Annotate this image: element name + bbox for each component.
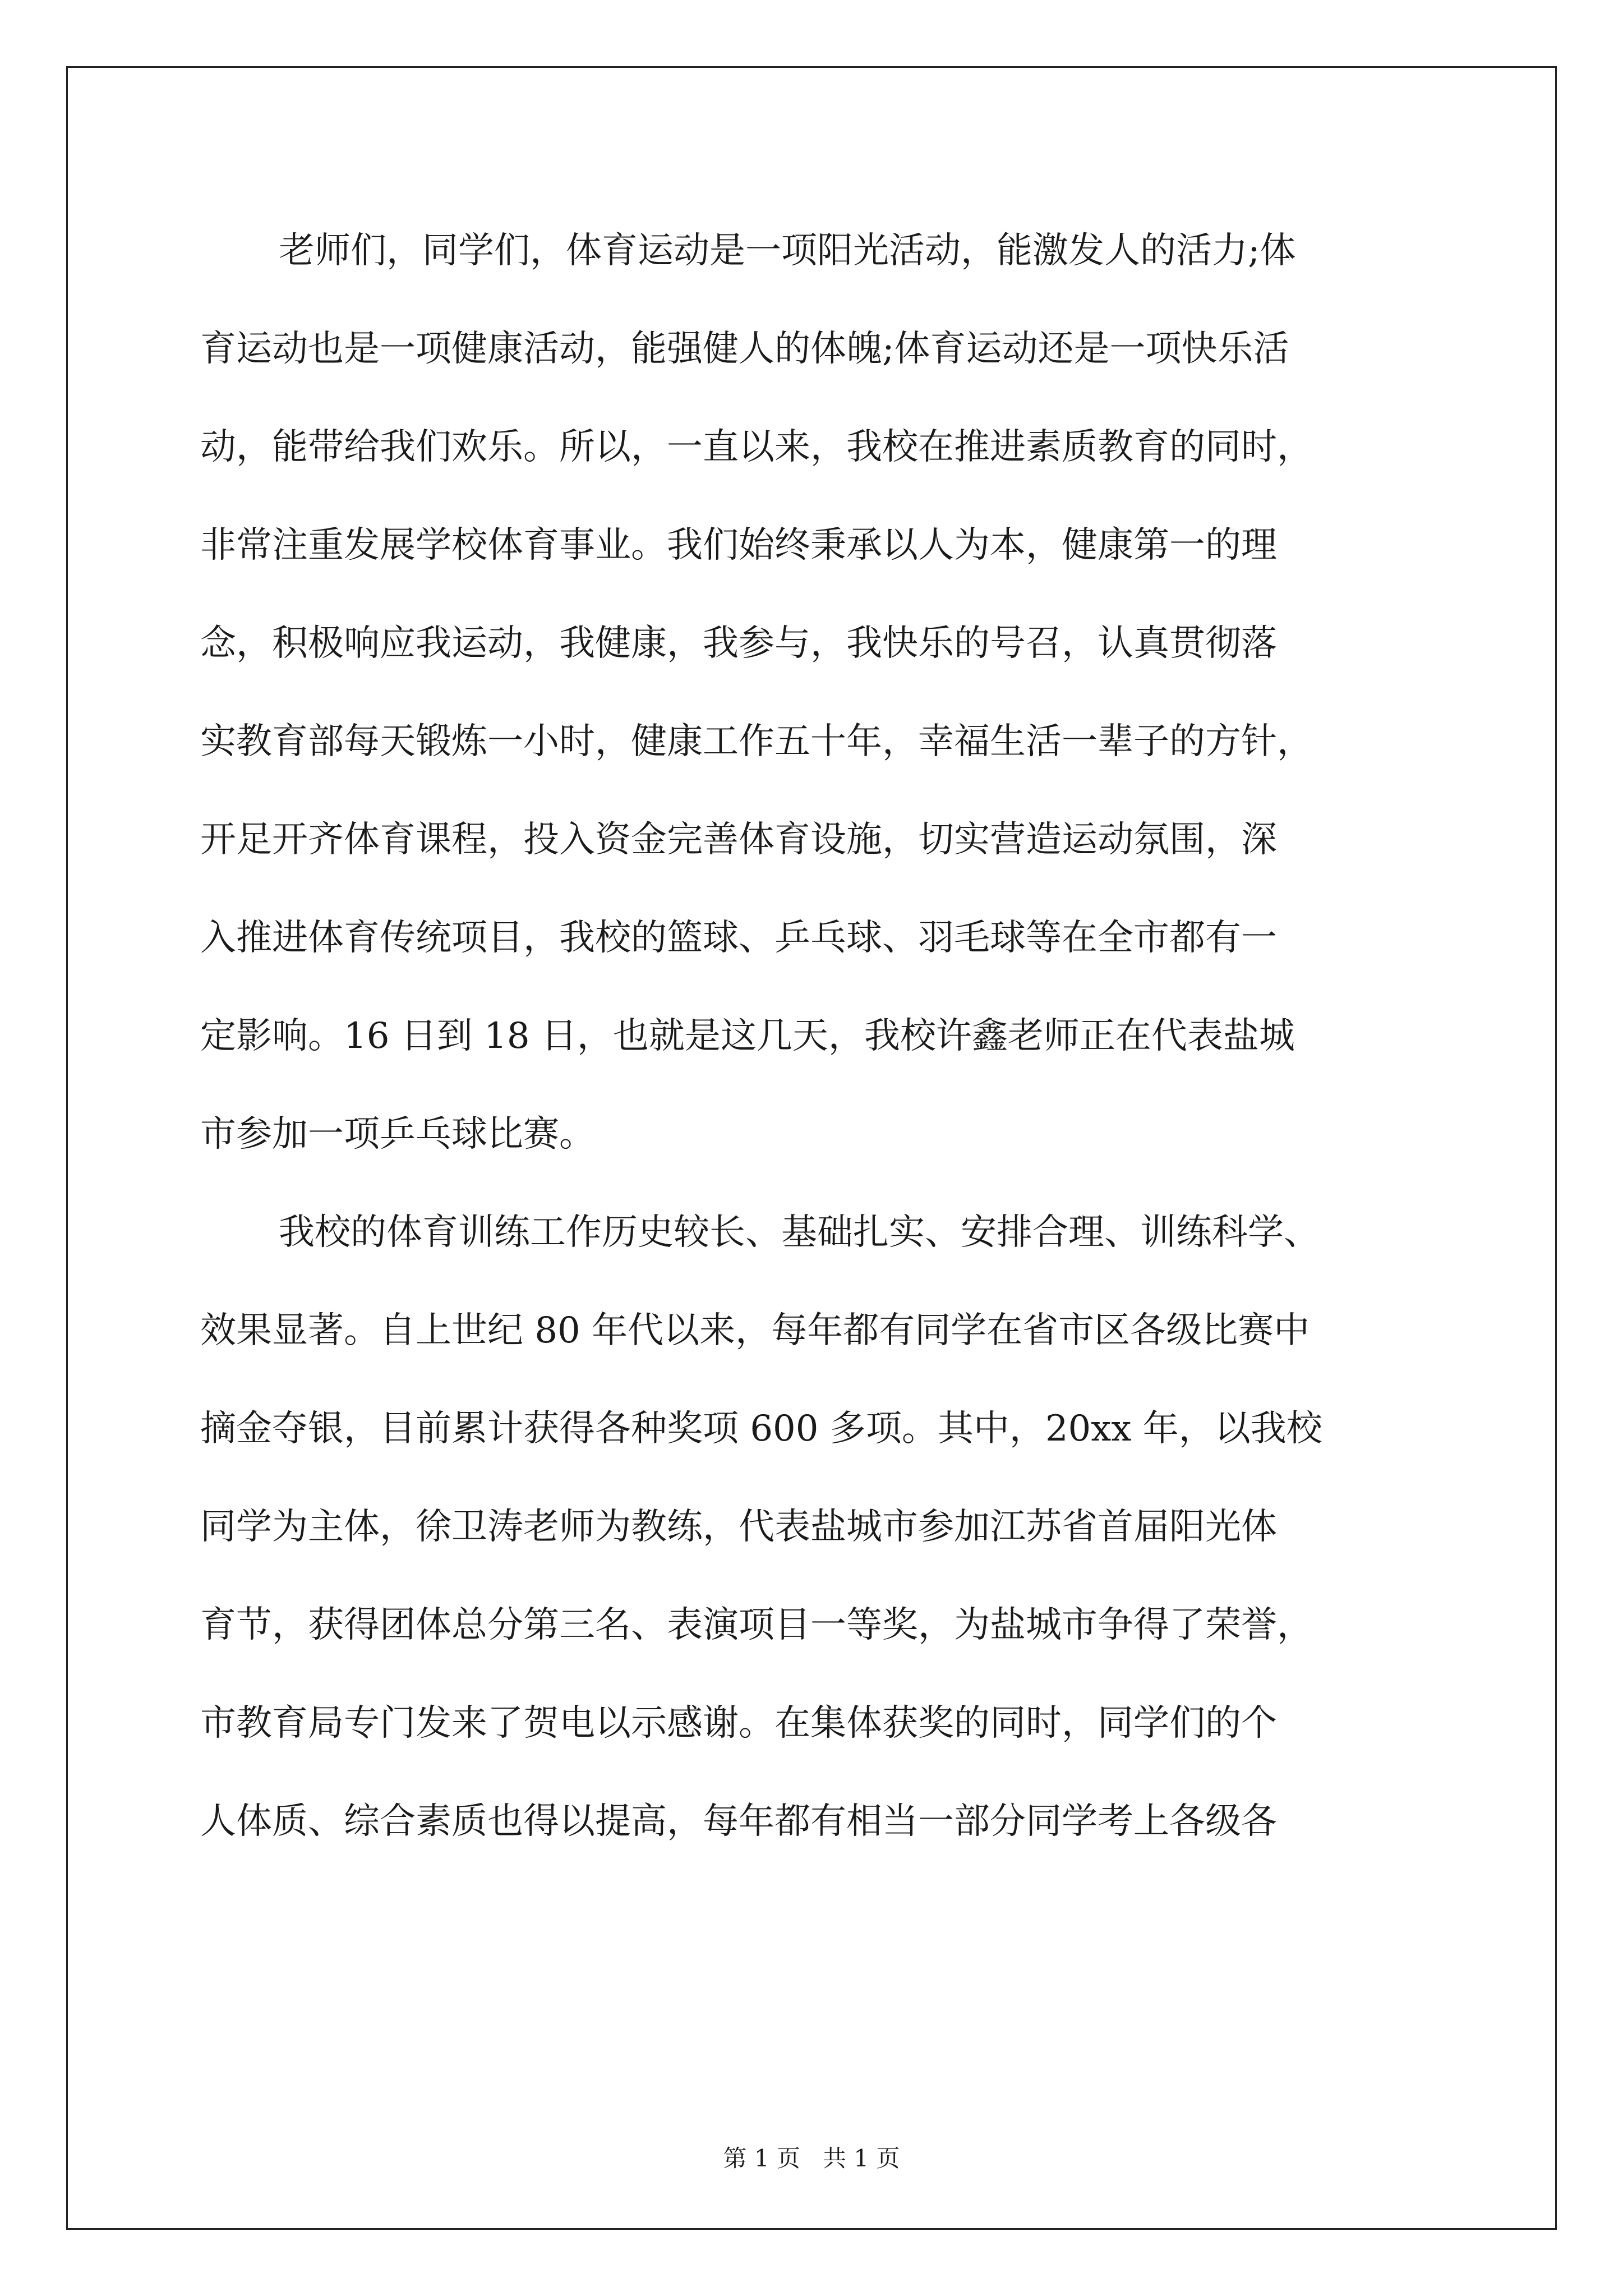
page-number: 第 1 页 [723, 2145, 800, 2172]
text-line: 我校的体育训练工作历史较长、基础扎实、安排合理、训练科学、 [279, 1212, 1320, 1253]
text-line: 定影响。16 日到 18 日，也就是这几天，我校许鑫老师正在代表盐城 [200, 1015, 1295, 1057]
paragraph [200, 202, 1434, 1184]
text-line: 开足开齐体育课程，投入资金完善体育设施，切实营造运动氛围，深 [200, 819, 1277, 861]
text-line: 摘金夺银，目前累计获得各种奖项 600 多项。其中，20xx 年，以我校 [200, 1408, 1322, 1450]
text-line: 同学为主体，徐卫涛老师为教练，代表盐城市参加江苏省首届阳光体 [200, 1506, 1277, 1548]
text-line: 市参加一项乒乓球比赛。 [200, 1114, 595, 1155]
text-line: 效果显著。自上世纪 80 年代以来，每年都有同学在省市区各级比赛中 [200, 1310, 1310, 1351]
page-total: 共 1 页 [823, 2145, 900, 2172]
text-line: 动，能带给我们欢乐。所以，一直以来，我校在推进素质教育的同时， [200, 426, 1313, 468]
paragraph [200, 1184, 1434, 1871]
document-body [200, 202, 1434, 1871]
text-line: 入推进体育传统项目，我校的篮球、乒乓球、羽毛球等在全市都有一 [200, 917, 1277, 959]
text-line: 念，积极响应我运动，我健康，我参与，我快乐的号召，认真贯彻落 [200, 623, 1277, 664]
text-line: 育节，获得团体总分第三名、表演项目一等奖，为盐城市争得了荣誉， [200, 1604, 1313, 1646]
text-line: 实教育部每天锻炼一小时，健康工作五十年，幸福生活一辈子的方针， [200, 721, 1313, 762]
text-line: 育运动也是一项健康活动，能强健人的体魄;体育运动还是一项快乐活 [200, 328, 1289, 370]
text-line: 老师们，同学们，体育运动是一项阳光活动，能激发人的活力;体 [279, 230, 1296, 272]
page-footer [0, 2140, 1623, 2174]
text-line: 非常注重发展学校体育事业。我们始终秉承以人为本，健康第一的理 [200, 524, 1277, 566]
text-line: 市教育局专门发来了贺电以示感谢。在集体获奖的同时，同学们的个 [200, 1703, 1277, 1744]
text-line: 人体质、综合素质也得以提高，每年都有相当一部分同学考上各级各 [200, 1801, 1277, 1842]
